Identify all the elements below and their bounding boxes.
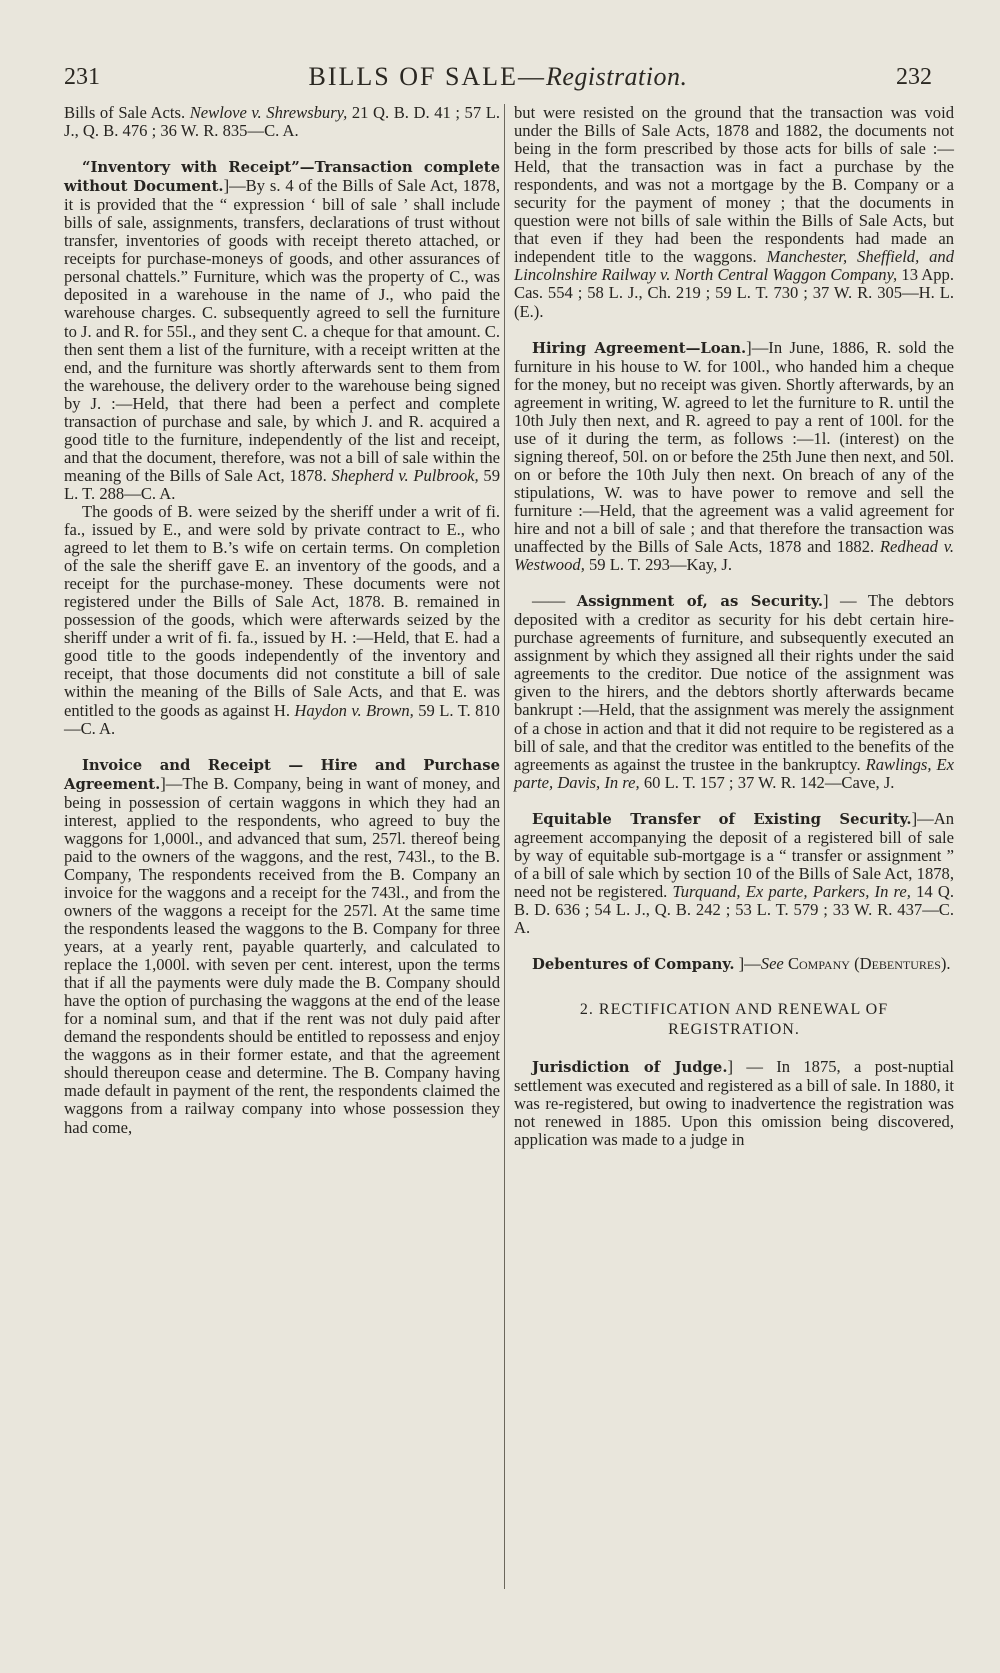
- continued-citation: Bills of Sale Acts. Newlove v. Shrewsbury, 21 Q. B. D. 41 ; 57 L. J., Q. B. 476 ; 36 W. R. 835—C. A.: [64, 103, 500, 141]
- case-name: Newlove v. Shrewsbury,: [189, 103, 348, 122]
- left-column: [64, 104, 500, 1137]
- citation: 59 L. T. 293—Kay, J.: [584, 555, 733, 575]
- entry-heading: Assignment of, as Security.: [576, 593, 823, 611]
- entry-text: ]—An agreement accompanying the deposit of a registered bill of sale by way of equitable sub-mortgage is a “ transfer or assignment ” of a bill of sale which by section 10 of the Bills of Sale Act, 1878, need not be registered.: [514, 808, 954, 901]
- citation: 14 Q. B. D. 636 ; 54 L. J., Q. B. 242 ; 53 L. T. 579 ; 33 W. R. 437—C. A.: [514, 881, 954, 937]
- citation: 59 L. T. 810—C. A.: [64, 700, 500, 738]
- entry-text: ] — In 1875, a post-nuptial settlement was executed and registered as a bill of sale. In 1880, it was re-registered, but owing to inadvertence the registration was not renewed in 1885. Upon this omission being discovered, application was made to a judge in: [514, 1057, 954, 1150]
- cross-reference: Company (Debentures).: [783, 954, 951, 974]
- entry-text: but were resisted on the ground that the transaction was void under the Bills of Sale Acts, 1878 and 1882, the documents not being in the form prescribed by those acts for bills of sale :—Held, that the transaction was in fact a purchase by the respondents, and was not a mortgage by the B. Company or a security for the payment of money ; that the documents in question were not bills of sale within the Bills of Sale Acts, but that even if they had been the respondents had made an independent title to the waggons.: [514, 103, 954, 267]
- case-name: Manchester, Sheffield, and Lincolnshire Railway v. North Central Waggon Company,: [514, 247, 954, 285]
- entry-jurisdiction: [514, 1058, 954, 1149]
- entry-heading: Hiring Agreement—Loan.: [532, 339, 747, 357]
- running-header: [64, 62, 932, 98]
- entry-equitable-transfer: [514, 810, 954, 937]
- section-heading: 2. RECTIFICATION AND RENEWAL OF REGISTRATION.: [579, 1001, 889, 1039]
- entry-heading: Jurisdiction of Judge.: [532, 1059, 728, 1077]
- citation: 59 L. T. 288—C. A.: [64, 465, 500, 503]
- entry-text: ]—By s. 4 of the Bills of Sale Act, 1878, it is provided that the “ expression ‘ bill of sale ’ shall include bills of sale, assignments, transfers, declarations of trust without transfer, inventories of goods with receipt thereto attached, or receipts for purchase-moneys of goods, and other assurances of personal chattels.” Furniture, which was the property of C., was deposited in a warehouse in the name of J., who paid the warehouse charges. C. subsequently agreed to sell the furniture to J. and R. for 55l., and they sent C. a cheque for that amount. C. then sent them a list of the furniture, with a receipt written at the end, and the furniture was shortly afterwards sent to them from the warehouse, the delivery order to the warehouse being signed by J. :—Held, that there had been a perfect and complete transaction of purchase and sale, by which J. and R. acquired a good title to the furniture, independently of the list and receipt, and that the document, therefore, was not a bill of sale within the meaning of the Bills of Sale Act, 1878.: [64, 176, 500, 485]
- entry-text: ]—In June, 1886, R. sold the furniture in his house to W. for 100l., who handed him a cheque for the money, but no receipt was given. Shortly afterwards, by an agreement in writing, W. agreed to let the furniture to R. until the 10th July then next, and R. agreed to pay a rent of 100l. for the use of it during the term, as follows :—1l. (interest) on the signing thereof, 50l. on or before the 25th June then next, and 50l. on or before the 10th July then next. On breach of any of the stipulations, W. was to have power to remove and sell the furniture :—Held, that the agreement was a valid agreement for hire and not a bill of sale ; and that therefore the transaction was unaffected by the Bills of Sale Acts, 1878 and 1882.: [514, 337, 954, 557]
- entry-inventory-receipt: [64, 158, 500, 503]
- page-number-left: 231: [64, 64, 100, 90]
- entry-invoice-continued: [514, 104, 954, 321]
- running-title-subject: Registration.: [545, 62, 688, 91]
- page-number-right: 232: [896, 64, 932, 90]
- running-title-main: BILLS OF SALE—: [308, 62, 546, 91]
- column-divider: [504, 104, 505, 1589]
- case-name: Shepherd v. Pulbrook,: [331, 465, 479, 485]
- case-name: Rawlings, Ex parte, Davis, In re,: [514, 754, 954, 792]
- right-column: [514, 104, 954, 1149]
- entry-text: ]—The B. Company, being in want of money, and being in possession of certain waggons in which they had an interest, applied to the respondents, who agreed to buy the waggons for 1,000l., and advanced that sum, 257l. thereof being paid to the owners of the waggons, and the rest, 743l., to the B. Company, The respondents received from the B. Company an invoice for the waggons and a receipt for the 743l., and from the owners of the waggons a receipt for the 257l. At the same time the respondents leased the waggons to the B. Company for three years, at a yearly rent, payable quarterly, and calculated to replace the 1,000l. with seven per cent. interest, upon the terms that if all the payments were duly made the B. Company should have the option of purchasing the waggons at the end of the lease for a nominal sum, and that if the rent was not duly paid after demand the respondents should be entitled to repossess and enjoy the waggons as in their former estate, and that the agreement should thereupon cease and determine. The B. Company having made default in payment of the rent, the respondents claimed the waggons from a railway company into whose possession they had come,: [64, 773, 500, 1137]
- citation: 13 App. Cas. 554 ; 58 L. J., Ch. 219 ; 59 L. T. 730 ; 37 W. R. 305—H. L. (E.).: [514, 265, 955, 321]
- case-name: Turquand, Ex parte, Parkers, In re,: [672, 881, 911, 901]
- entry-heading: “Inventory with Receipt”—Transaction complete without Document.: [64, 159, 500, 196]
- citation: 60 L. T. 157 ; 37 W. R. 142—Cave, J.: [639, 772, 895, 792]
- entry-hiring-agreement: [514, 339, 954, 575]
- case-name: Redhead v. Westwood,: [514, 537, 955, 575]
- entry-heading: Invoice and Receipt — Hire and Purchase Agreement.: [64, 756, 500, 793]
- entry-debentures: Debentures of Company. ]—See Company (Debentures).: [532, 954, 951, 974]
- case-name: Haydon v. Brown,: [294, 700, 414, 720]
- entry-text: The goods of B. were seized by the sheriff under a writ of fi. fa., issued by E., and were sold by private contract to E., who agreed to let them to B.’s wife on certain terms. On completion of the sale the sheriff gave E. an inventory of the goods, and a receipt for the purchase-money. These documents were not registered under the Bills of Sale Act, 1878. B. remained in possession of the goods, which were afterwards seized by the sheriff under a writ of fi. fa., issued by H. :—Held, that E. had a good title to the goods independently of the inventory and receipt, that those documents did not constitute a bill of sale within the meaning of the Bills of Sale Acts, and that E. was entitled to the goods as against H.: [64, 501, 500, 720]
- entry-assignment-security: [514, 592, 954, 792]
- entry-heading: Debentures of Company.: [532, 956, 735, 974]
- entry-heading: Equitable Transfer of Existing Security.: [532, 810, 912, 828]
- see-reference: See: [760, 954, 784, 974]
- entry-text: ] — The debtors deposited with a creditor as security for his debt certain hire-purchase agreements of furniture, and subsequently executed an assignment by which they assigned all their rights under the said agreements to the creditor. Due notice of the assignment was given to the hirers, and the debtors shortly afterwards became bankrupt :—Held, that the assignment was merely the assignment of a chose in action and that it did not require to be registered as a bill of sale, and that the creditor was entitled to the benefits of the agreements as against the trustee in the bankruptcy.: [514, 591, 954, 774]
- dash-marker: ——: [532, 591, 577, 611]
- entry-invoice-receipt: [64, 756, 500, 1137]
- entry-goods-seized: [64, 503, 500, 738]
- running-title: [64, 62, 932, 92]
